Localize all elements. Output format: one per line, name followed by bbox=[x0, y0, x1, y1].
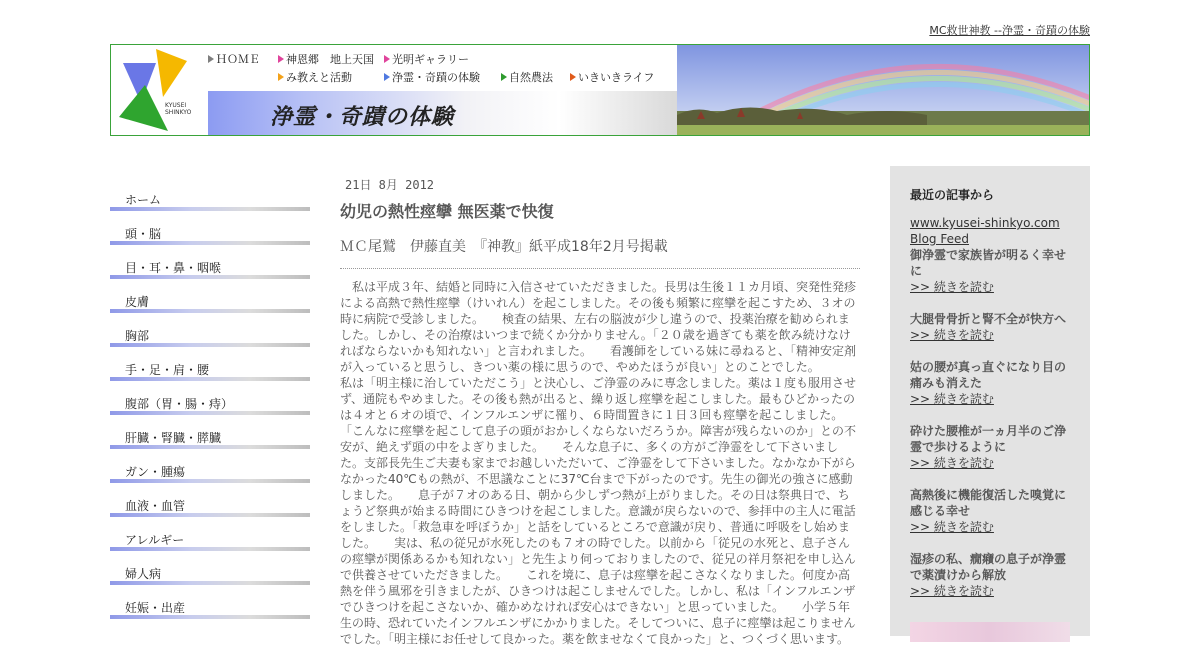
article-paragraph: 私は「明主様に治していただこう」と決心し、ご浄霊のみに専念しました。薬は１度も服用させず、通院もやめました。その後も熱が出ると、繰り返し痙攣を起こしました。最もひどかったのは４オと６オの頃で、インフルエンザに罹り、６時間置きに１日３回も痙攣を起こしました。「こんなに痙攣を起こして息子の頭がおかしくならないだろうか。障害が残らないのか」との不安が、絶えず頭の中をよぎりました。 そんな息子に、多くの方がご浄霊をして下さいました。支部長先生ご夫妻も家までお越しいただいて、ご浄霊をして下さいました。なかなか下がらなかった40℃もの熱が、不思議なことに37℃台まで下がったのです。先生の御光の強さに感動しました。 息子が７オのある日、朝から少しずつ熱が上がりました。その日は祭典日で、ちょうど祭典が始まる時間にひきつけを起こしました。意識が戻らないので、参拝中の主人に電話をしました。「救急車を呼ぼうか」と話をしているところで意識が戻り、普通に呼吸をし始めました。 実は、私の従兄が水死したのも７オの時でした。以前から「従兄の水死と、息子さんの痙攣が関係あるかも知れない」と先生より伺っておりましたので、従兄の祥月祭祀を申し込んで供養させていただきました。 これを境に、息子は痙攣を起こさなくなりました。何度か高熱を伴う風邪を引きましたが、ひきつけは起こしませんでした。しかし、私は「インフルエンザでひきつけを起こさないか、確かめなければ安心はできない」と思っていました。 小学５年生の時、恐れていたインフルエンザにかかりました。そしてついに、息子に痙攣は起こりませんでした。「明主様にお任せして良かった。薬を飲ませなくて良かった」と、つくづく思います。 bbox=[340, 376, 857, 646]
sidebar-item[interactable] bbox=[110, 180, 310, 214]
recent-posts-panel bbox=[890, 166, 1090, 636]
nav-label: いきいきライフ bbox=[578, 71, 655, 84]
article-date: 21日 8月 2012 bbox=[345, 178, 435, 192]
sidebar-item-label: 婦人病 bbox=[125, 567, 162, 581]
page-title: 浄霊・奇蹟の体験 bbox=[270, 104, 455, 130]
sidebar-underline bbox=[110, 207, 310, 211]
sidebar-underline bbox=[110, 581, 310, 585]
sidebar-item-label: 目・耳・鼻・咽喉 bbox=[125, 261, 222, 275]
sidebar-underline bbox=[110, 445, 310, 449]
triangle-arrow-icon bbox=[278, 55, 284, 63]
nav-item-5[interactable] bbox=[501, 69, 553, 85]
sidebar-item[interactable] bbox=[110, 554, 310, 588]
read-more-link[interactable]: >> 続きを読む bbox=[910, 392, 994, 406]
sidebar-item[interactable] bbox=[110, 384, 310, 418]
triangle-arrow-icon bbox=[208, 55, 214, 63]
sidebar-item[interactable] bbox=[110, 588, 310, 622]
sidebar-item[interactable] bbox=[110, 214, 310, 248]
sidebar-item[interactable] bbox=[110, 486, 310, 520]
nav-item-6[interactable] bbox=[570, 69, 654, 85]
article-byline: ＭＣ尾鷲 伊藤直美 『神教』紙平成18年2月号掲載 bbox=[340, 239, 668, 255]
sidebar-item-label: 胸部 bbox=[125, 329, 150, 343]
triangle-arrow-icon bbox=[278, 73, 284, 81]
sidebar-item[interactable] bbox=[110, 520, 310, 554]
top-link[interactable]: MC救世神教 --浄霊・奇蹟の体験 bbox=[929, 24, 1090, 37]
article-body bbox=[340, 279, 860, 647]
sidebar-item[interactable] bbox=[110, 418, 310, 452]
triangle-arrow-icon bbox=[384, 55, 390, 63]
nav-label: み教えと活動 bbox=[286, 71, 352, 84]
sidebar-item-label: 腹部（胃・腸・痔） bbox=[125, 397, 234, 411]
sidebar-underline bbox=[110, 275, 310, 279]
triangle-arrow-icon bbox=[384, 73, 390, 81]
nav-item-4[interactable] bbox=[384, 69, 480, 85]
article-title[interactable]: 幼児の熱性痙攣 無医薬で快復 bbox=[340, 202, 554, 221]
logo-text-1: KYUSEI bbox=[165, 102, 187, 109]
nav-item-2[interactable] bbox=[384, 51, 469, 67]
sidebar-item-label: 肝臓・腎臓・膵臓 bbox=[125, 431, 222, 445]
nav-item-1[interactable] bbox=[278, 51, 374, 67]
recent-post bbox=[910, 487, 1070, 535]
sidebar-item-label: 頭・脳 bbox=[125, 227, 162, 241]
main-nav bbox=[208, 45, 676, 91]
sidebar-item-label: 皮膚 bbox=[125, 295, 150, 309]
read-more-link[interactable]: >> 続きを読む bbox=[910, 584, 994, 598]
logo-text-2: SHINKYO bbox=[165, 109, 192, 116]
sidebar-underline bbox=[110, 615, 310, 619]
sidebar-item-label: 妊娠・出産 bbox=[125, 601, 186, 615]
thumbnail-image[interactable] bbox=[910, 622, 1070, 642]
nav-item-3[interactable] bbox=[278, 69, 352, 85]
sidebar-item-label: アレルギー bbox=[125, 533, 185, 547]
recent-posts-heading: 最近の記事から bbox=[910, 188, 995, 202]
sidebar-underline bbox=[110, 241, 310, 245]
recent-post bbox=[910, 359, 1070, 407]
nav-label: 浄霊・奇蹟の体験 bbox=[392, 71, 480, 84]
nav-label: 光明ギャラリー bbox=[392, 53, 469, 66]
triangle-arrow-icon bbox=[570, 73, 576, 81]
rainbow-landscape-image bbox=[677, 45, 1089, 135]
site-link[interactable]: www.kyusei-shinkyo.com bbox=[910, 216, 1060, 230]
nav-label: ＨＯＭＥ bbox=[216, 53, 260, 66]
read-more-link[interactable]: >> 続きを読む bbox=[910, 520, 994, 534]
recent-post bbox=[910, 247, 1070, 295]
page-title-bar bbox=[208, 91, 677, 135]
nav-label: 神恩郷 地上天国 bbox=[286, 53, 374, 66]
sidebar-item-label: ガン・腫瘍 bbox=[125, 465, 186, 479]
sidebar-underline bbox=[110, 343, 310, 347]
read-more-link[interactable]: >> 続きを読む bbox=[910, 328, 994, 342]
read-more-link[interactable]: >> 続きを読む bbox=[910, 280, 994, 294]
sidebar-underline bbox=[110, 513, 310, 517]
recent-post-title[interactable]: 大腿骨骨折と腎不全が快方へ bbox=[910, 312, 1067, 326]
sidebar-item[interactable] bbox=[110, 452, 310, 486]
sidebar-item[interactable] bbox=[110, 316, 310, 350]
recent-post-title[interactable]: 砕けた腰椎が一ヵ月半のご浄霊で歩けるように bbox=[910, 424, 1067, 454]
sidebar-underline bbox=[110, 411, 310, 415]
recent-post-title[interactable]: 湿疹の私、癇癪の息子が浄霊で薬漬けから解放 bbox=[910, 552, 1067, 582]
sidebar-item[interactable] bbox=[110, 248, 310, 282]
article-paragraph: 私は平成３年、結婚と同時に入信させていただきました。長男は生後１１カ月頃、突発性発疹による高熱で熱性痙攣（けいれん）を起こしました。その後も頻繁に痙攣を起こすため、３オの時に病院で受診しました。 検査の結果、左右の脳波が少し違うので、投薬治療を勧められました。しかし、その治療はいつまで続くか分かりません。「２０歳を過ぎても薬を飲み続けなければならないかも知れない」と言われました。 看護師をしている妹に尋ねると、「精神安定剤が入っていると思うし、きつい薬の様に思うので、やめたほうが良い」とのことでした。 bbox=[340, 280, 857, 374]
nav-label: 自然農法 bbox=[509, 71, 553, 84]
recent-post bbox=[910, 423, 1070, 471]
recent-post-title[interactable]: 姑の腰が真っ直ぐになり目の痛みも消えた bbox=[910, 360, 1067, 390]
sidebar-underline bbox=[110, 479, 310, 483]
divider bbox=[340, 268, 860, 269]
kyusei-shinkyo-logo[interactable] bbox=[111, 45, 207, 135]
triangle-arrow-icon bbox=[501, 73, 507, 81]
article bbox=[340, 176, 860, 647]
sidebar-item-label: 血液・血管 bbox=[125, 499, 186, 513]
recent-post-title[interactable]: 御浄霊で家族皆が明るく幸せに bbox=[910, 248, 1067, 278]
sidebar-item[interactable] bbox=[110, 350, 310, 384]
recent-post bbox=[910, 311, 1070, 343]
sidebar-item-label: ホーム bbox=[125, 193, 162, 207]
category-sidebar bbox=[110, 180, 310, 622]
recent-post bbox=[910, 551, 1070, 599]
blog-feed-link[interactable]: Blog Feed bbox=[910, 232, 969, 246]
sidebar-underline bbox=[110, 547, 310, 551]
recent-post-title[interactable]: 高熱後に機能復活した嗅覚に感じる幸せ bbox=[910, 488, 1067, 518]
sidebar-underline bbox=[110, 377, 310, 381]
sidebar-item-label: 手・足・肩・腰 bbox=[125, 363, 210, 377]
site-header bbox=[110, 44, 1090, 136]
sidebar-item[interactable] bbox=[110, 282, 310, 316]
read-more-link[interactable]: >> 続きを読む bbox=[910, 456, 994, 470]
sidebar-underline bbox=[110, 309, 310, 313]
nav-item-0[interactable] bbox=[208, 51, 260, 67]
